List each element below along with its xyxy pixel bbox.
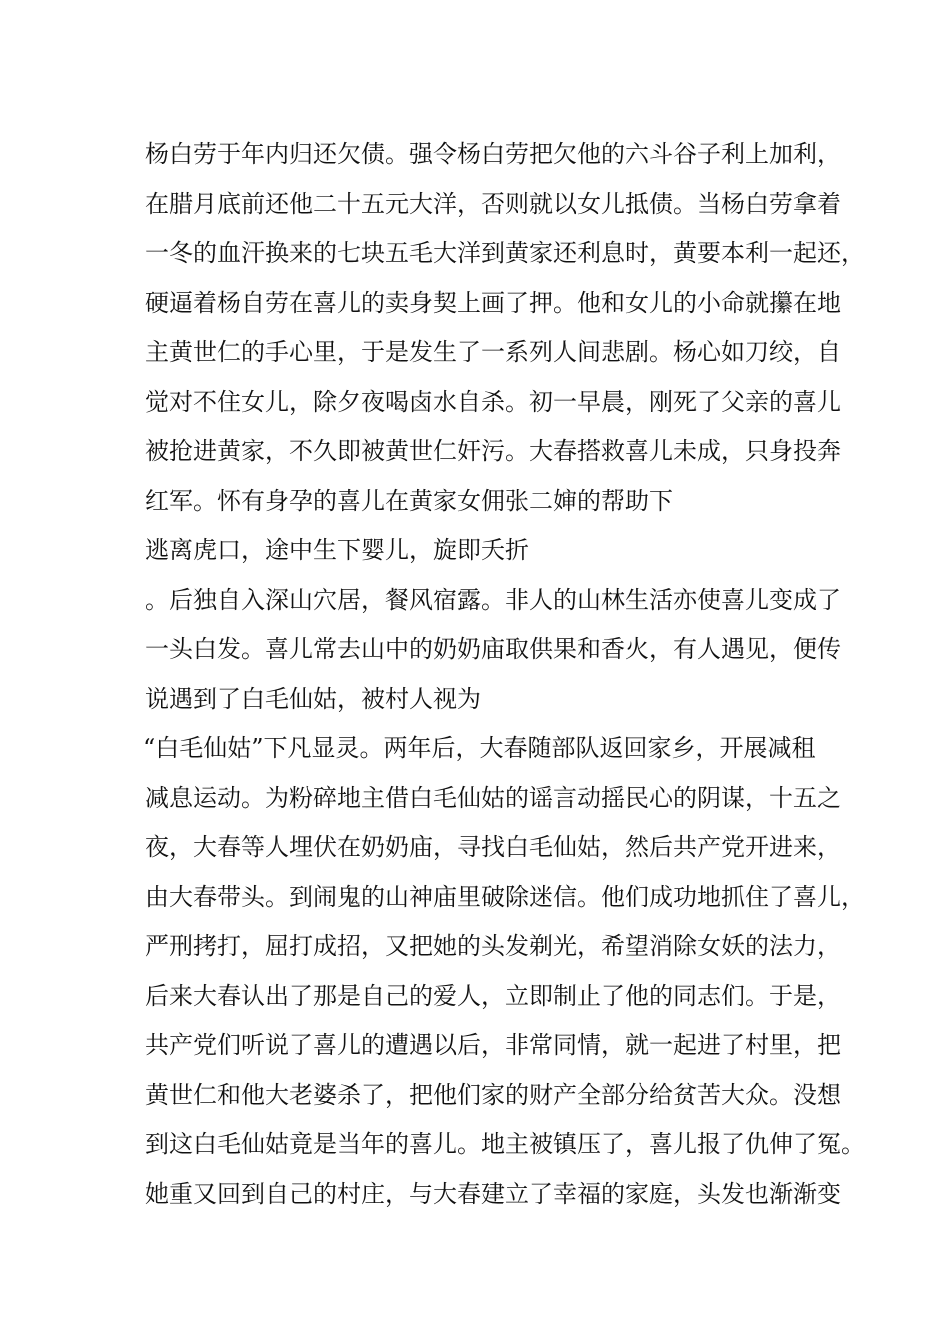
text-line: 由大春带头。到闹鬼的山神庙里破除迷信。他们成功地抓住了喜儿， [145,882,865,911]
text-line: 夜，大春等人埋伏在奶奶庙，寻找白毛仙姑，然后共产党开进来， [145,833,841,861]
story-text-block [143,130,865,1219]
text-line: 觉对不住女儿，除夕夜喝卤水自杀。初一早晨，刚死了父亲的喜儿 [145,387,841,416]
text-line: 杨白劳于年内归还欠债。强令杨白劳把欠他的六斗谷子利上加利， [145,140,841,168]
text-line: 到这白毛仙姑竟是当年的喜儿。地主被镇压了，喜儿报了仇伸了冤。 [145,1130,865,1158]
text-line: 一头白发。喜儿常去山中的奶奶庙取供果和香火，有人遇见，便传 [145,635,841,663]
text-line: 共产党们听说了喜儿的遭遇以后，非常同情，就一起进了村里，把 [145,1031,841,1059]
text-line: 逃离虎口，途中生下婴儿，旋即夭折 [145,536,529,564]
text-line: 减息运动。为粉碎地主借白毛仙姑的谣言动摇民心的阴谋，十五之 [145,783,841,812]
text-line: 被抢进黄家，不久即被黄世仁奸污。大春搭救喜儿未成，只身投奔 [145,437,841,465]
text-line: 硬逼着杨自劳在喜儿的卖身契上画了押。他和女儿的小命就攥在地 [145,288,841,317]
text-line: 后来大春认出了那是自己的爱人，立即制止了他的同志们。于是， [145,981,841,1010]
text-line: 在腊月底前还他二十五元大洋，否则就以女儿抵债。当杨白劳拿着 [145,189,841,218]
text-line: 严刑拷打，屈打成招，又把她的头发剃光，希望消除女妖的法力， [145,932,841,960]
text-line: “白毛仙姑”下凡显灵。两年后，大春随部队返回家乡，开展减租 [143,734,816,762]
text-line: 黄世仁和他大老婆杀了，把他们家的财产全部分给贫苦大众。没想 [145,1080,841,1109]
text-line: 她重又回到自己的村庄，与大春建立了幸福的家庭，头发也渐渐变 [145,1179,841,1208]
text-line: 主黄世仁的手心里，于是发生了一系列人间悲剧。杨心如刀绞，自 [145,338,841,366]
text-line: 说遇到了白毛仙姑，被村人视为 [145,684,481,713]
text-line: 红军。怀有身孕的喜儿在黄家女佣张二婶的帮助下 [145,486,673,515]
text-line: 。后独自入深山穴居，餐风宿露。非人的山林生活亦使喜儿变成了 [145,585,841,614]
text-line: 一冬的血汗换来的七块五毛大洋到黄家还利息时，黄要本利一起还， [145,239,865,267]
